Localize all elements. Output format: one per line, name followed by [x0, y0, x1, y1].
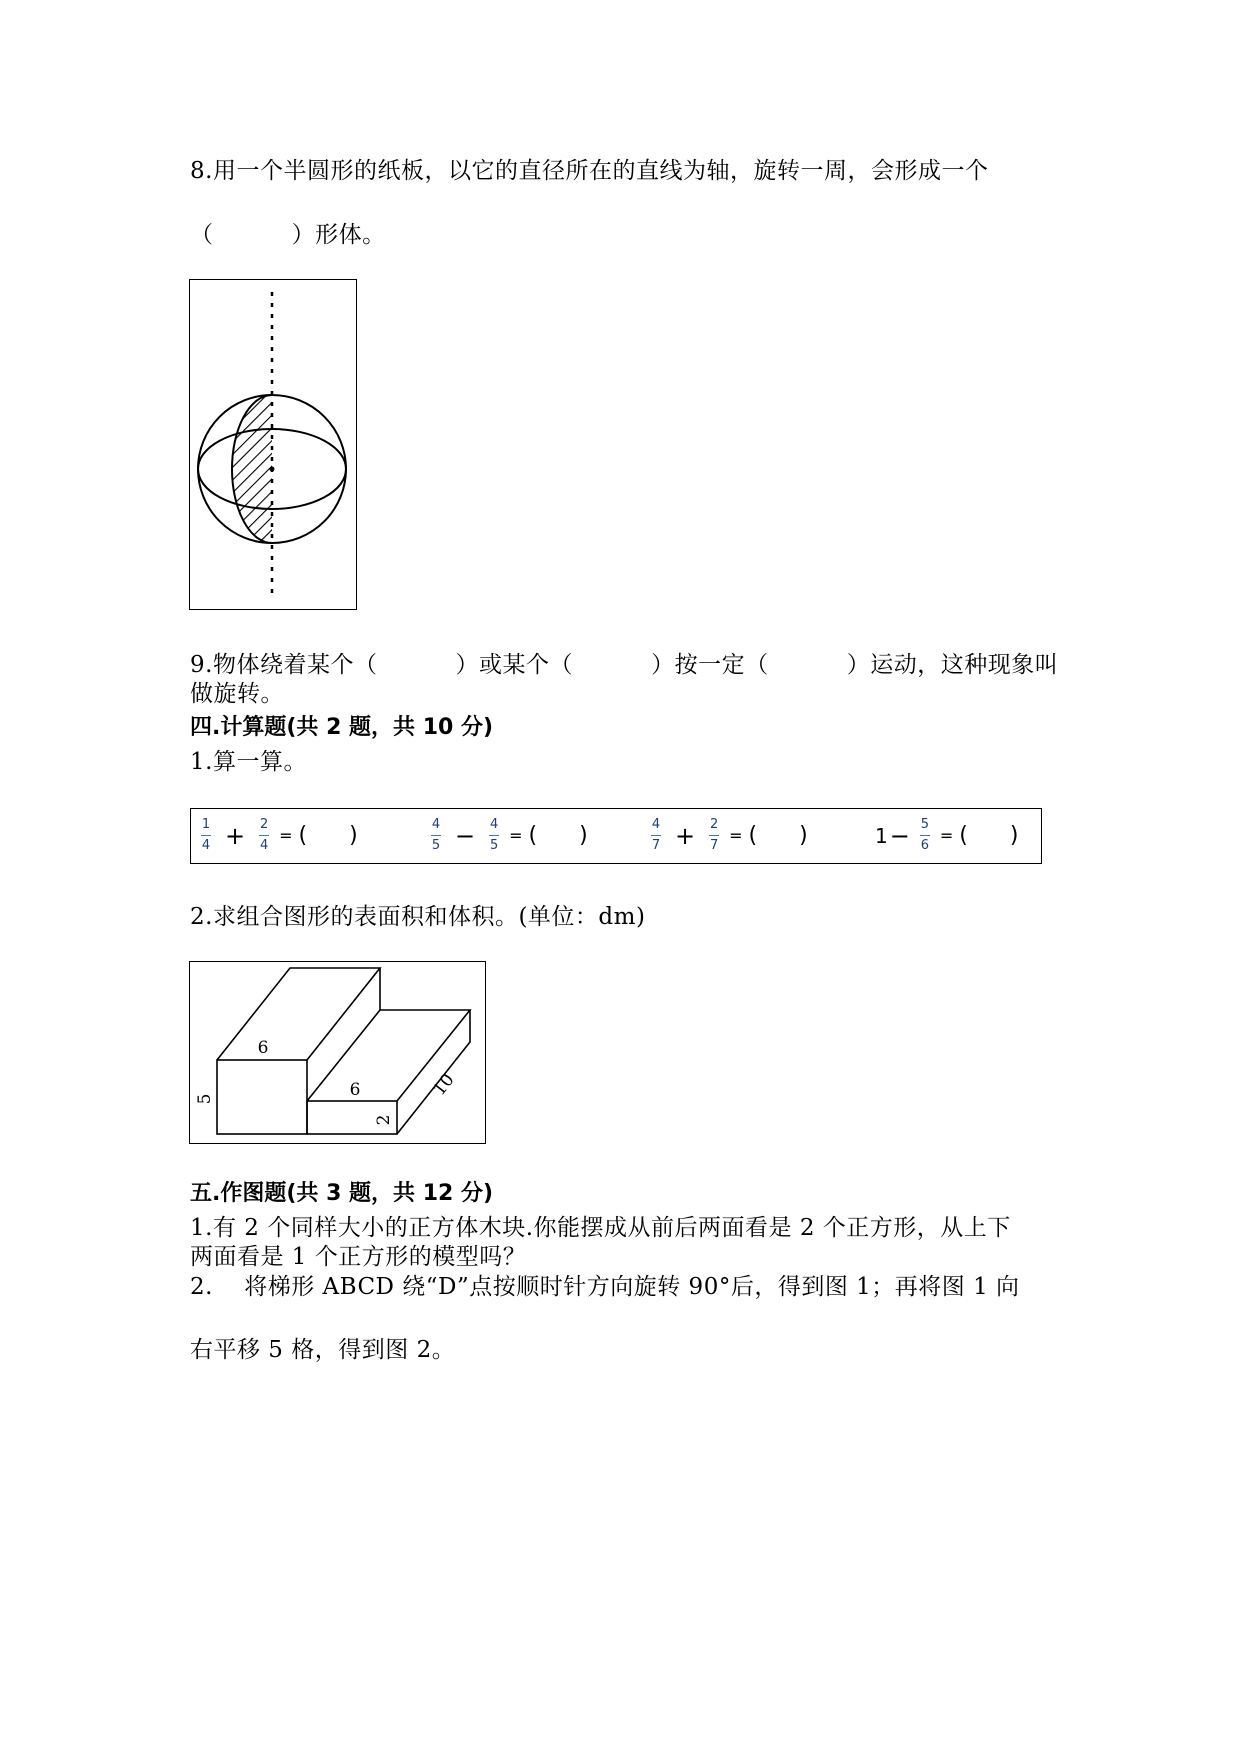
center-dot — [270, 467, 275, 472]
q8-text-line1: 8.用一个半圆形的纸板，以它的直径所在的直线为轴，旋转一周，会形成一个 — [190, 158, 989, 184]
expression-3: $\frac{4}{7}$ + $\frac{2}{7}$ = ( ) — [651, 817, 808, 853]
q9-text-line1: 9.物体绕着某个（ ）或某个（ ）按一定（ ）运动，这种现象叫 — [190, 652, 1059, 678]
label-step-height: 2 — [374, 1114, 394, 1126]
fraction: $\frac{2}{4}$ — [259, 817, 269, 853]
expression-4: 1 − $\frac{5}{6}$ = ( ) — [875, 817, 1019, 853]
solid-diagram — [190, 962, 484, 1142]
section5-heading: 五.作图题(共 3 题，共 12 分) — [190, 1181, 494, 1206]
low-block-side — [397, 1010, 470, 1134]
tall-block-top — [217, 968, 380, 1060]
label-step-length: 6 — [349, 1080, 361, 1100]
fraction: $\frac{4}{7}$ — [651, 817, 661, 853]
sphere-diagram — [190, 280, 355, 608]
calculation-row — [190, 808, 1042, 864]
fraction: $\frac{1}{4}$ — [201, 817, 211, 853]
section4-q2: 2.求组合图形的表面积和体积。(单位：dm) — [190, 904, 646, 930]
expression-1: $\frac{1}{4}$ + $\frac{2}{4}$ = ( ) — [201, 817, 358, 853]
expression-2: $\frac{4}{5}$ − $\frac{4}{5}$ = ( ) — [431, 817, 588, 853]
label-depth: 10 — [429, 1070, 459, 1100]
tall-block-front — [217, 1060, 307, 1134]
combined-solid-figure — [189, 961, 486, 1144]
section5-q2-line1: 2. 将梯形 ABCD 绕“D”点按顺时针方向旋转 90°后，得到图 1；再将图 1 向 — [190, 1274, 1020, 1300]
section5-q1-line1: 1.有 2 个同样大小的正方体木块.你能摆成从前后两面看是 2 个正方形，从上下 — [190, 1215, 1011, 1241]
section4-q1: 1.算一算。 — [190, 749, 307, 775]
rotation-figure — [189, 279, 357, 610]
section5-q1-line2: 两面看是 1 个正方形的模型吗？ — [190, 1244, 527, 1270]
q8-text-line2: （ ）形体。 — [190, 222, 386, 248]
fraction: $\frac{4}{5}$ — [489, 817, 499, 853]
fraction: $\frac{5}{6}$ — [920, 817, 929, 853]
section5-q2-line2: 右平移 5 格，得到图 2。 — [190, 1337, 456, 1363]
fraction: $\frac{2}{7}$ — [709, 817, 719, 853]
label-height: 5 — [195, 1093, 215, 1105]
section4-heading: 四.计算题(共 2 题，共 10 分) — [190, 715, 494, 740]
fraction: $\frac{4}{5}$ — [431, 817, 441, 853]
q9-text-line2: 做旋转。 — [190, 681, 284, 707]
label-top-length: 6 — [257, 1038, 269, 1058]
